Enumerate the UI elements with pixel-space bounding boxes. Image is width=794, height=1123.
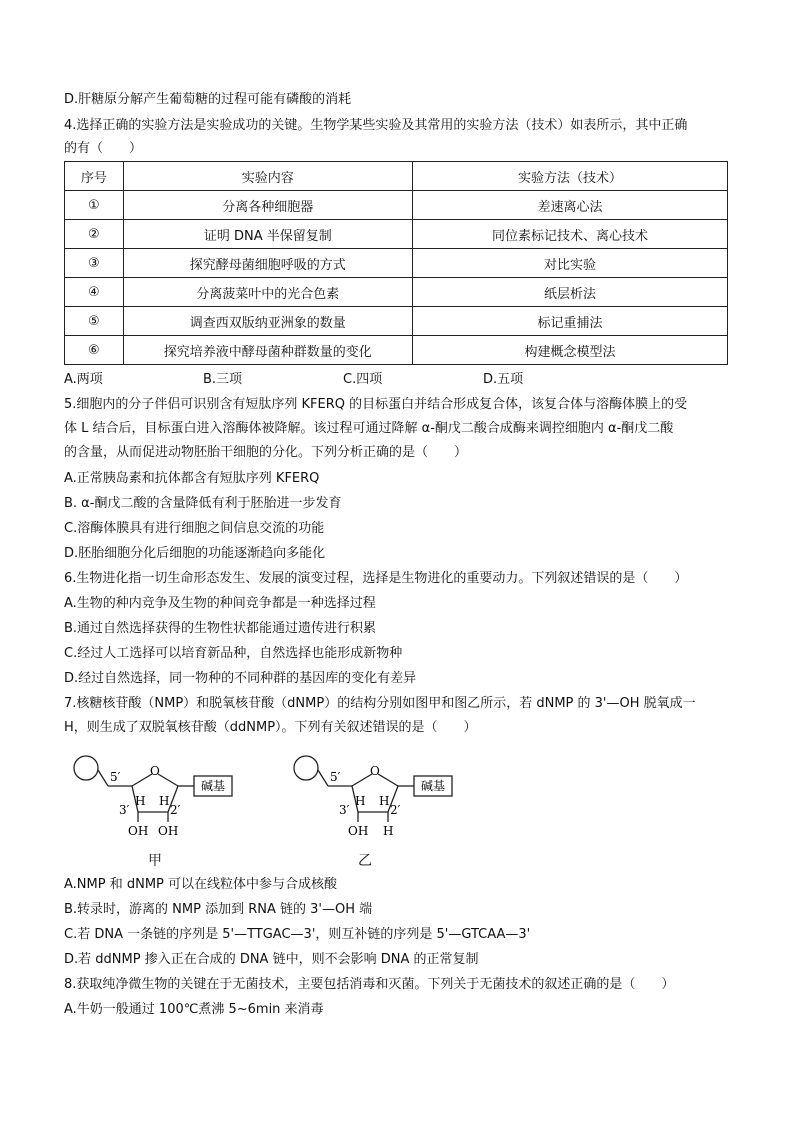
q5-option-b: B. α-酮戊二酸的含量降低有利于胚胎进一步发育 [64, 496, 342, 511]
experiment-table [64, 161, 728, 365]
q7-option-b: B.转录时，游离的 NMP 添加到 RNA 链的 3'—OH 端 [64, 902, 373, 917]
table-row [65, 191, 728, 220]
q4-stem-line2: 的有（ ） [64, 141, 143, 156]
hydrogen-label: H [159, 794, 170, 808]
hydroxyl-3-label: OH [348, 824, 369, 838]
table-cell: ⑥ [65, 336, 124, 365]
q8-option-a: A.牛奶一般通过 100℃煮沸 5~6min 来消毒 [64, 1002, 324, 1017]
q6-option-a: A.生物的种内竞争及生物的种间竞争都是一种选择过程 [64, 596, 376, 611]
carbon-2-label: 2′ [390, 803, 401, 817]
q6-stem: 6.生物进化指一切生命形态发生、发展的演变过程，选择是生物进化的重要动力。下列叙述错误的是（ ） [64, 571, 688, 586]
q5-stem-line2: 体 L 结合后，目标蛋白进入溶酶体被降解。该过程可通过降解 α-酮戊二酸合成酶来调控细胞内 α-酮戊二酸 [64, 421, 674, 436]
ring-oxygen-label: O [150, 764, 160, 778]
q7-stem-line1: 7.核糖核苷酸（NMP）和脱氧核苷酸（dNMP）的结构分别如图甲和图乙所示，若 dNMP 的 3'—OH 脱氧成一 [64, 696, 696, 711]
table-cell: 差速离心法 [412, 191, 727, 220]
dnmp-structure-figure [284, 748, 474, 848]
dnmp-structure-diagram [284, 748, 474, 844]
table-cell: 分离各种细胞器 [123, 191, 412, 220]
carbon-3-label: 3′ [119, 803, 130, 817]
table-row [65, 336, 728, 365]
hydrogen-label: H [379, 794, 390, 808]
hydroxyl-2-label: OH [158, 824, 179, 838]
q5-option-c: C.溶酶体膜具有进行细胞之间信息交流的功能 [64, 521, 325, 536]
hydrogen-label: H [355, 794, 366, 808]
nmp-structure-diagram [64, 748, 254, 844]
table-cell: 标记重捕法 [412, 307, 727, 336]
q3-option-d: D.肝糖原分解产生葡萄糖的过程可能有磷酸的消耗 [64, 92, 352, 107]
q5-option-d: D.胚胎细胞分化后细胞的功能逐渐趋向多能化 [64, 546, 326, 561]
q4-option: B.三项 [203, 372, 243, 387]
q6-option-c: C.经过人工选择可以培育新品种，自然选择也能形成新物种 [64, 646, 403, 661]
table-cell: ④ [65, 278, 124, 307]
hydroxyl-3-label: OH [128, 824, 149, 838]
carbon-5-label: 5′ [110, 770, 121, 784]
base-label: 碱基 [421, 779, 446, 793]
hydrogen-label: H [135, 794, 146, 808]
q5-stem-line1: 5.细胞内的分子伴侣可识别含有短肽序列 KFERQ 的目标蛋白并结合形成复合体，该复合体与溶酶体膜上的受 [64, 397, 688, 412]
table-cell: ③ [65, 249, 124, 278]
table-row [65, 278, 728, 307]
table-cell: 探究酵母菌细胞呼吸的方式 [123, 249, 412, 278]
base-label: 碱基 [201, 779, 226, 793]
q7-stem-line2: H，则生成了双脱氧核苷酸（ddNMP）。下列有关叙述错误的是（ ） [64, 720, 477, 735]
q4-option: D.五项 [483, 372, 524, 387]
q4-options [64, 371, 728, 389]
q6-option-d: D.经过自然选择，同一物种的不同种群的基因库的变化有差异 [64, 671, 417, 686]
q5-stem-line3: 的含量，从而促进动物胚胎干细胞的分化。下列分析正确的是（ ） [64, 445, 468, 460]
q4-option: C.四项 [343, 372, 383, 387]
ring-oxygen-label: O [370, 764, 380, 778]
q5-option-a: A.正常胰岛素和抗体都含有短肽序列 KFERQ [64, 471, 320, 486]
carbon-3-label: 3′ [339, 803, 350, 817]
q7-option-d: D.若 ddNMP 掺入正在合成的 DNA 链中，则不会影响 DNA 的正常复制 [64, 952, 479, 967]
table-cell: ② [65, 220, 124, 249]
table-cell: 同位素标记技术、离心技术 [412, 220, 727, 249]
table-header-cell: 实验内容 [123, 162, 412, 191]
q8-stem: 8.获取纯净微生物的关键在于无菌技术，主要包括消毒和灭菌。下列关于无菌技术的叙述正确的是（ ） [64, 977, 675, 992]
nmp-structure-figure [64, 748, 254, 848]
figure-label-jia: 甲 [148, 853, 162, 869]
phosphate-icon [294, 756, 318, 780]
carbon-2-label: 2′ [170, 803, 181, 817]
table-cell: 探究培养液中酵母菌种群数量的变化 [123, 336, 412, 365]
hydrogen-2-label: H [383, 824, 394, 838]
q4-option: A.两项 [64, 372, 103, 387]
table-cell: 分离菠菜叶中的光合色素 [123, 278, 412, 307]
table-cell: ① [65, 191, 124, 220]
table-cell: ⑤ [65, 307, 124, 336]
carbon-5-label: 5′ [330, 770, 341, 784]
q6-option-b: B.通过自然选择获得的生物性状都能通过遗传进行积累 [64, 621, 377, 636]
phosphate-icon [74, 756, 98, 780]
table-row [65, 220, 728, 249]
table-cell: 调查西双版纳亚洲象的数量 [123, 307, 412, 336]
table-header-row [65, 162, 728, 191]
table-cell: 构建概念模型法 [412, 336, 727, 365]
table-cell: 证明 DNA 半保留复制 [123, 220, 412, 249]
figure-label-yi: 乙 [358, 853, 372, 869]
table-header-cell: 实验方法（技术） [412, 162, 727, 191]
q7-option-a: A.NMP 和 dNMP 可以在线粒体中参与合成核酸 [64, 877, 338, 892]
table-row [65, 307, 728, 336]
table-cell: 对比实验 [412, 249, 727, 278]
table-header-cell: 序号 [65, 162, 124, 191]
table-row [65, 249, 728, 278]
table-cell: 纸层析法 [412, 278, 727, 307]
q4-stem-line1: 4.选择正确的实验方法是实验成功的关键。生物学某些实验及其常用的实验方法（技术）如表所示，其中正确 [64, 118, 688, 133]
q7-option-c: C.若 DNA 一条链的序列是 5'—TTGAC—3'，则互补链的序列是 5'—GTCAA—3' [64, 927, 531, 942]
